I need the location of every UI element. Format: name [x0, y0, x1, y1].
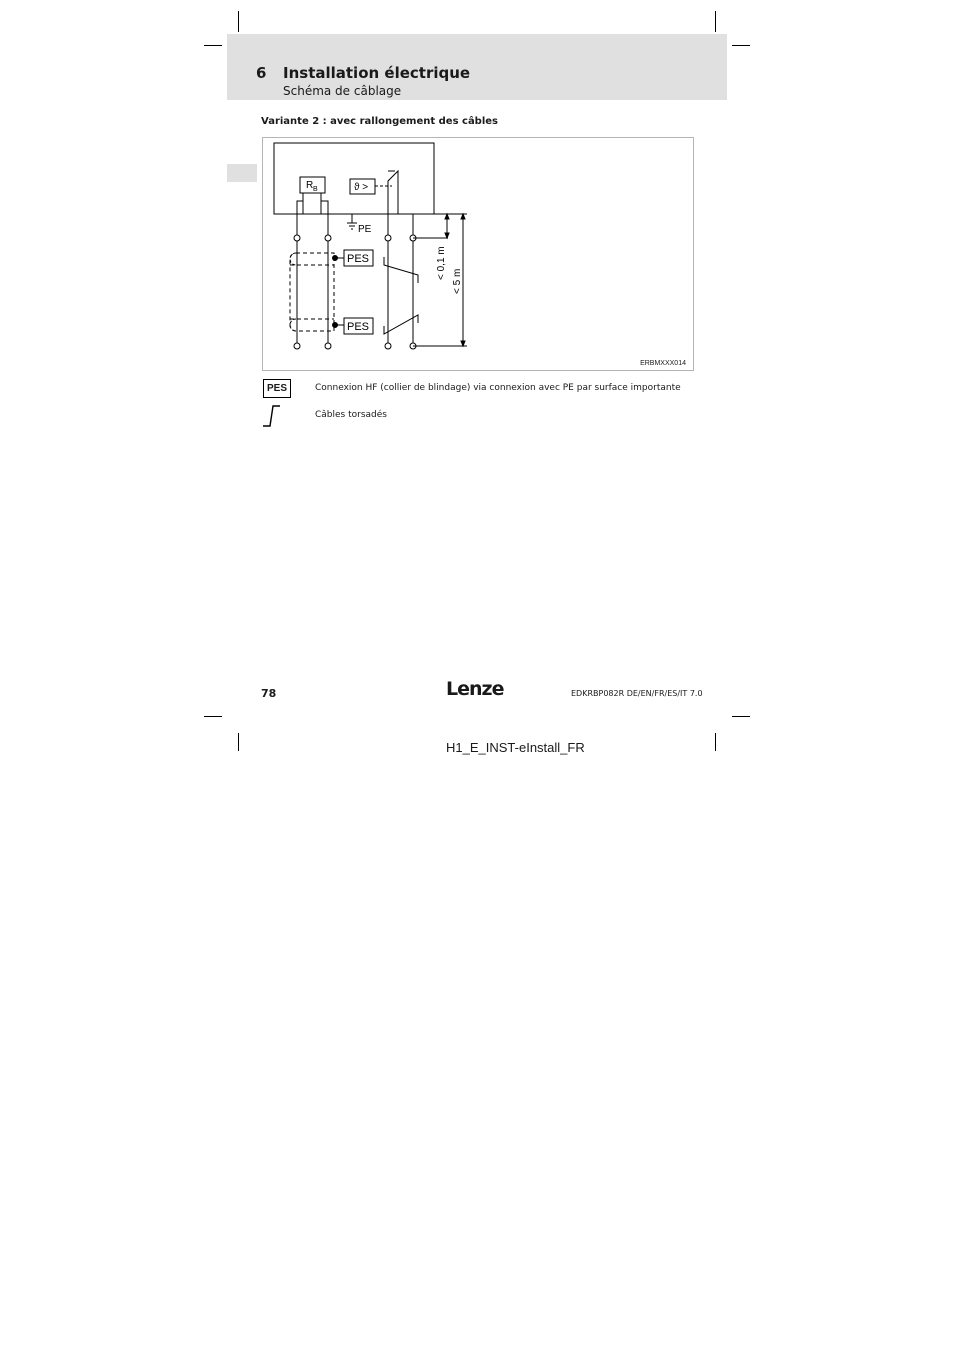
- chapter-title: Installation électrique: [283, 64, 471, 82]
- dim-short-label: < 0,1 m: [436, 246, 447, 280]
- figure-code: ERBMXXX014: [640, 360, 686, 367]
- pes-top-label: PES: [347, 253, 370, 265]
- crop-mark: [238, 733, 239, 751]
- crop-mark: [204, 716, 222, 717]
- pes-bottom-label: PES: [347, 321, 370, 333]
- crop-mark: [715, 11, 716, 32]
- document-code: EDKRBP082R DE/EN/FR/ES/IT 7.0: [571, 689, 703, 698]
- footer-file-name: H1_E_INST-eInstall_FR: [446, 740, 585, 755]
- wiring-diagram: [262, 137, 694, 371]
- dim-long-label: < 5 m: [452, 268, 463, 294]
- legend-twisted-text: Câbles torsadés: [315, 410, 387, 420]
- legend-pes-text: Connexion HF (collier de blindage) via connexion avec PE par surface importante: [315, 383, 681, 393]
- section-title: Schéma de câblage: [283, 84, 402, 98]
- crop-mark: [715, 733, 716, 751]
- page-number: 78: [261, 687, 277, 700]
- crop-mark: [204, 45, 222, 46]
- twisted-cable-icon: [262, 404, 282, 428]
- brand-logo: Lenze: [446, 678, 504, 700]
- legend-pes-symbol: PES: [263, 379, 291, 398]
- resistor-subscript: B: [313, 186, 318, 193]
- crop-mark: [238, 11, 239, 32]
- pe-label: PE: [358, 224, 372, 235]
- thermal-label: ϑ >: [354, 182, 369, 193]
- side-tab: [227, 164, 257, 182]
- figure-title: Variante 2 : avec rallongement des câbles: [261, 116, 499, 127]
- crop-mark: [732, 45, 750, 46]
- chapter-number: 6: [256, 64, 267, 82]
- crop-mark: [732, 716, 750, 717]
- resistor-label: R: [306, 180, 314, 191]
